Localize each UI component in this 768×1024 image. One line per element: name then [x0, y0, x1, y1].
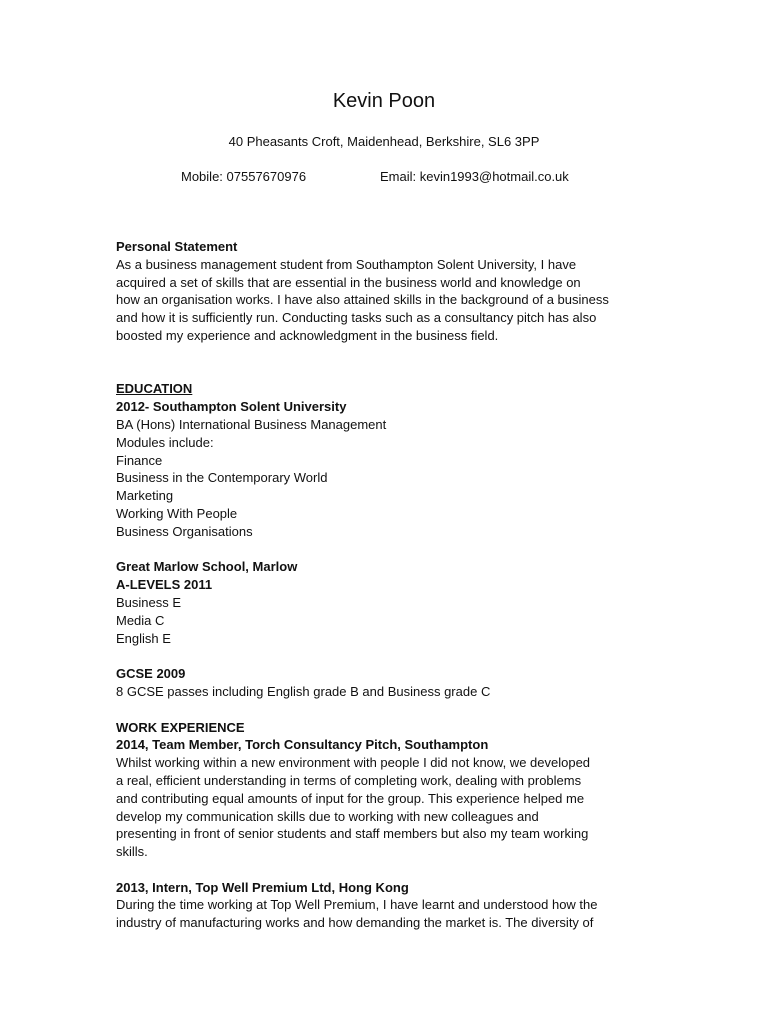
personal-statement-line: and how it is sufficiently run. Conducting tasks such as a consultancy pitch has also: [116, 310, 597, 326]
alevels-heading: A-LEVELS 2011: [116, 577, 213, 593]
personal-statement-line: acquired a set of skills that are essential in the business world and knowledge on: [116, 274, 581, 290]
degree-title: BA (Hons) International Business Management: [116, 416, 387, 432]
module-item: Marketing: [116, 488, 174, 504]
education-heading: EDUCATION: [116, 381, 193, 397]
personal-statement-line: As a business management student from Southampton Solent University, I have: [116, 256, 577, 272]
job1-line: skills.: [116, 844, 148, 860]
personal-statement-line: how an organisation works. I have also attained skills in the background of a business: [116, 292, 609, 308]
cv-name: Kevin Poon: [332, 90, 436, 112]
module-item: Finance: [116, 452, 163, 468]
work-experience-heading: WORK EXPERIENCE: [116, 719, 245, 735]
module-item: Working With People: [116, 505, 238, 521]
personal-statement-line: boosted my experience and acknowledgment in the business field.: [116, 327, 499, 343]
personal-statement-heading: Personal Statement: [116, 239, 238, 254]
job1-line: Whilst working within a new environment with people I did not know, we developed: [116, 755, 591, 771]
university-heading: 2012- Southampton Solent University: [116, 399, 347, 415]
gcse-text: 8 GCSE passes including English grade B and Business grade C: [116, 683, 491, 699]
alevel-item: English E: [116, 630, 171, 646]
module-item: Business Organisations: [116, 523, 253, 539]
alevel-item: Business E: [116, 594, 182, 610]
alevel-item: Media C: [116, 612, 165, 628]
job2-line: industry of manufacturing works and how demanding the market is. The diversity of: [116, 915, 594, 931]
cv-address: 40 Pheasants Croft, Maidenhead, Berkshire, SL6 3PP: [228, 134, 540, 149]
job1-heading: 2014, Team Member, Torch Consultancy Pitch, Southampton: [116, 737, 489, 753]
module-item: Business in the Contemporary World: [116, 470, 328, 486]
gcse-heading: GCSE 2009: [116, 666, 186, 682]
job1-line: presenting in front of senior students and staff members but also my team working: [116, 826, 589, 842]
job2-line: During the time working at Top Well Premium, I have learnt and understood how the: [116, 897, 598, 913]
cv-email: Email: kevin1993@hotmail.co.uk: [380, 169, 569, 184]
modules-label: Modules include:: [116, 434, 214, 450]
cv-mobile: Mobile: 07557670976: [181, 169, 307, 184]
job1-line: develop my communication skills due to working with new colleagues and: [116, 808, 539, 824]
job1-line: and contributing equal amounts of input for the group. This experience helped me: [116, 790, 585, 806]
job1-line: a real, efficient understanding in terms of completing work, dealing with problems: [116, 772, 582, 788]
job2-heading: 2013, Intern, Top Well Premium Ltd, Hong Kong: [116, 879, 409, 895]
cv-body: [116, 238, 661, 932]
school-heading: Great Marlow School, Marlow: [116, 559, 298, 575]
